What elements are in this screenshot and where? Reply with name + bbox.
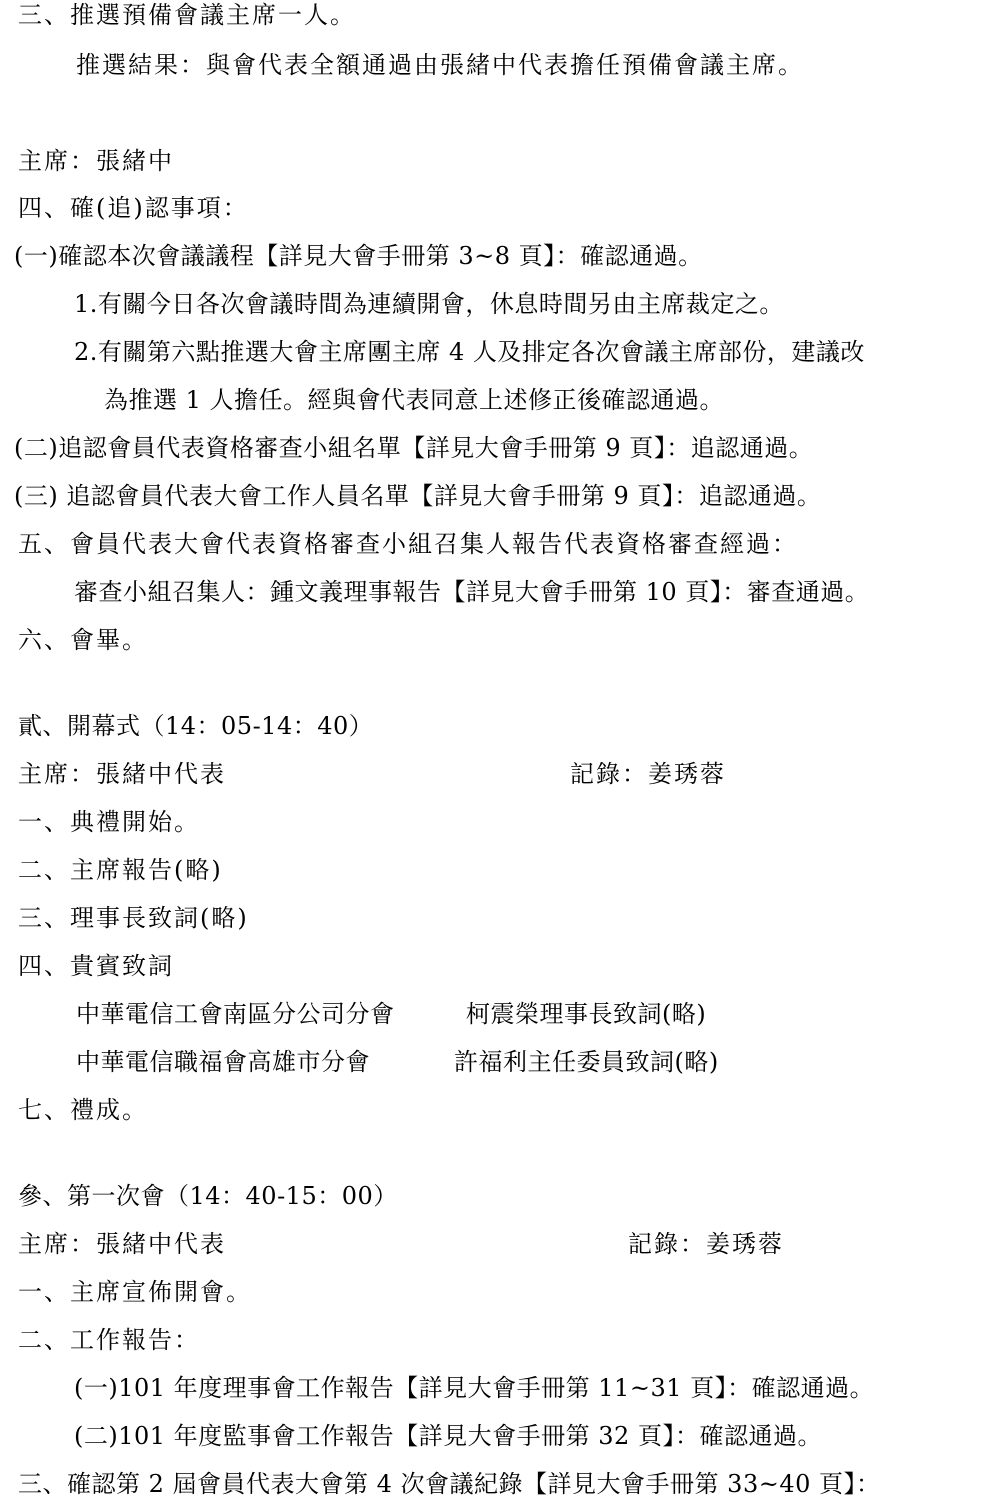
session-open: 一、主席宣佈開會。 bbox=[18, 1278, 252, 1306]
opening-recorder: 記錄：姜琇蓉 bbox=[570, 760, 726, 788]
president-speech: 三、理事長致詞(略) bbox=[18, 904, 249, 932]
note-2-continued: 為推選 1 人擔任。經與會代表同意上述修正後確認通過。 bbox=[104, 386, 725, 414]
work-report-heading: 二、工作報告： bbox=[18, 1326, 200, 1354]
item-adjourn: 六、會畢。 bbox=[18, 626, 148, 654]
chair-report: 二、主席報告(略) bbox=[18, 856, 223, 884]
section-first-session: 參、第一次會（14：40-15：00） bbox=[18, 1182, 398, 1210]
supervisor-report: (二)101 年度監事會工作報告【詳見大會手冊第 32 頁】：確認通過。 bbox=[74, 1422, 822, 1450]
guest-1-org: 中華電信工會南區分公司分會 bbox=[76, 1000, 395, 1028]
guest-2-speech: 許福利主任委員致詞(略) bbox=[454, 1048, 719, 1076]
guest-1-speech: 柯震榮理事長致詞(略) bbox=[466, 1000, 707, 1028]
qualification-result: 審查小組召集人：鍾文義理事報告【詳見大會手冊第 10 頁】：審查通過。 bbox=[74, 578, 870, 606]
session-chair: 主席：張緒中代表 bbox=[18, 1230, 226, 1258]
guest-speech-heading: 四、貴賓致詞 bbox=[18, 952, 174, 980]
opening-chair: 主席：張緒中代表 bbox=[18, 760, 226, 788]
item-elect-preparatory-chair: 三、推選預備會議主席一人。 bbox=[18, 1, 356, 29]
section-opening-ceremony: 貳、開幕式（14：05-14：40） bbox=[18, 712, 374, 740]
board-report: (一)101 年度理事會工作報告【詳見大會手冊第 11~31 頁】：確認通過。 bbox=[74, 1374, 875, 1402]
confirm-agenda: (一)確認本次會議議程【詳見大會手冊第 3~8 頁】：確認通過。 bbox=[14, 242, 703, 270]
ceremony-end: 七、禮成。 bbox=[18, 1096, 148, 1124]
session-recorder: 記錄：姜琇蓉 bbox=[628, 1230, 784, 1258]
chair-line: 主席：張緒中 bbox=[18, 147, 174, 175]
item-confirmation-heading: 四、確(追)認事項： bbox=[18, 194, 249, 222]
ratify-review-group: (二)追認會員代表資格審查小組名單【詳見大會手冊第 9 頁】：追認通過。 bbox=[14, 434, 814, 462]
ceremony-start: 一、典禮開始。 bbox=[18, 808, 200, 836]
note-1: 1.有關今日各次會議時間為連續開會，休息時間另由主席裁定之。 bbox=[74, 290, 784, 318]
note-2: 2.有關第六點推選大會主席團主席 4 人及排定各次會議主席部份，建議改 bbox=[74, 338, 865, 366]
ratify-staff-list: (三) 追認會員代表大會工作人員名單【詳見大會手冊第 9 頁】：追認通過。 bbox=[14, 482, 822, 510]
guest-2-org: 中華電信職福會高雄市分會 bbox=[76, 1048, 370, 1076]
item-qualification-report: 五、會員代表大會代表資格審查小組召集人報告代表資格審查經過： bbox=[18, 530, 798, 558]
election-result: 推選結果：與會代表全額通過由張緒中代表擔任預備會議主席。 bbox=[76, 51, 804, 79]
confirm-minutes: 三、確認第 2 屆會員代表大會第 4 次會議紀錄【詳見大會手冊第 33~40 頁】： bbox=[18, 1470, 881, 1498]
